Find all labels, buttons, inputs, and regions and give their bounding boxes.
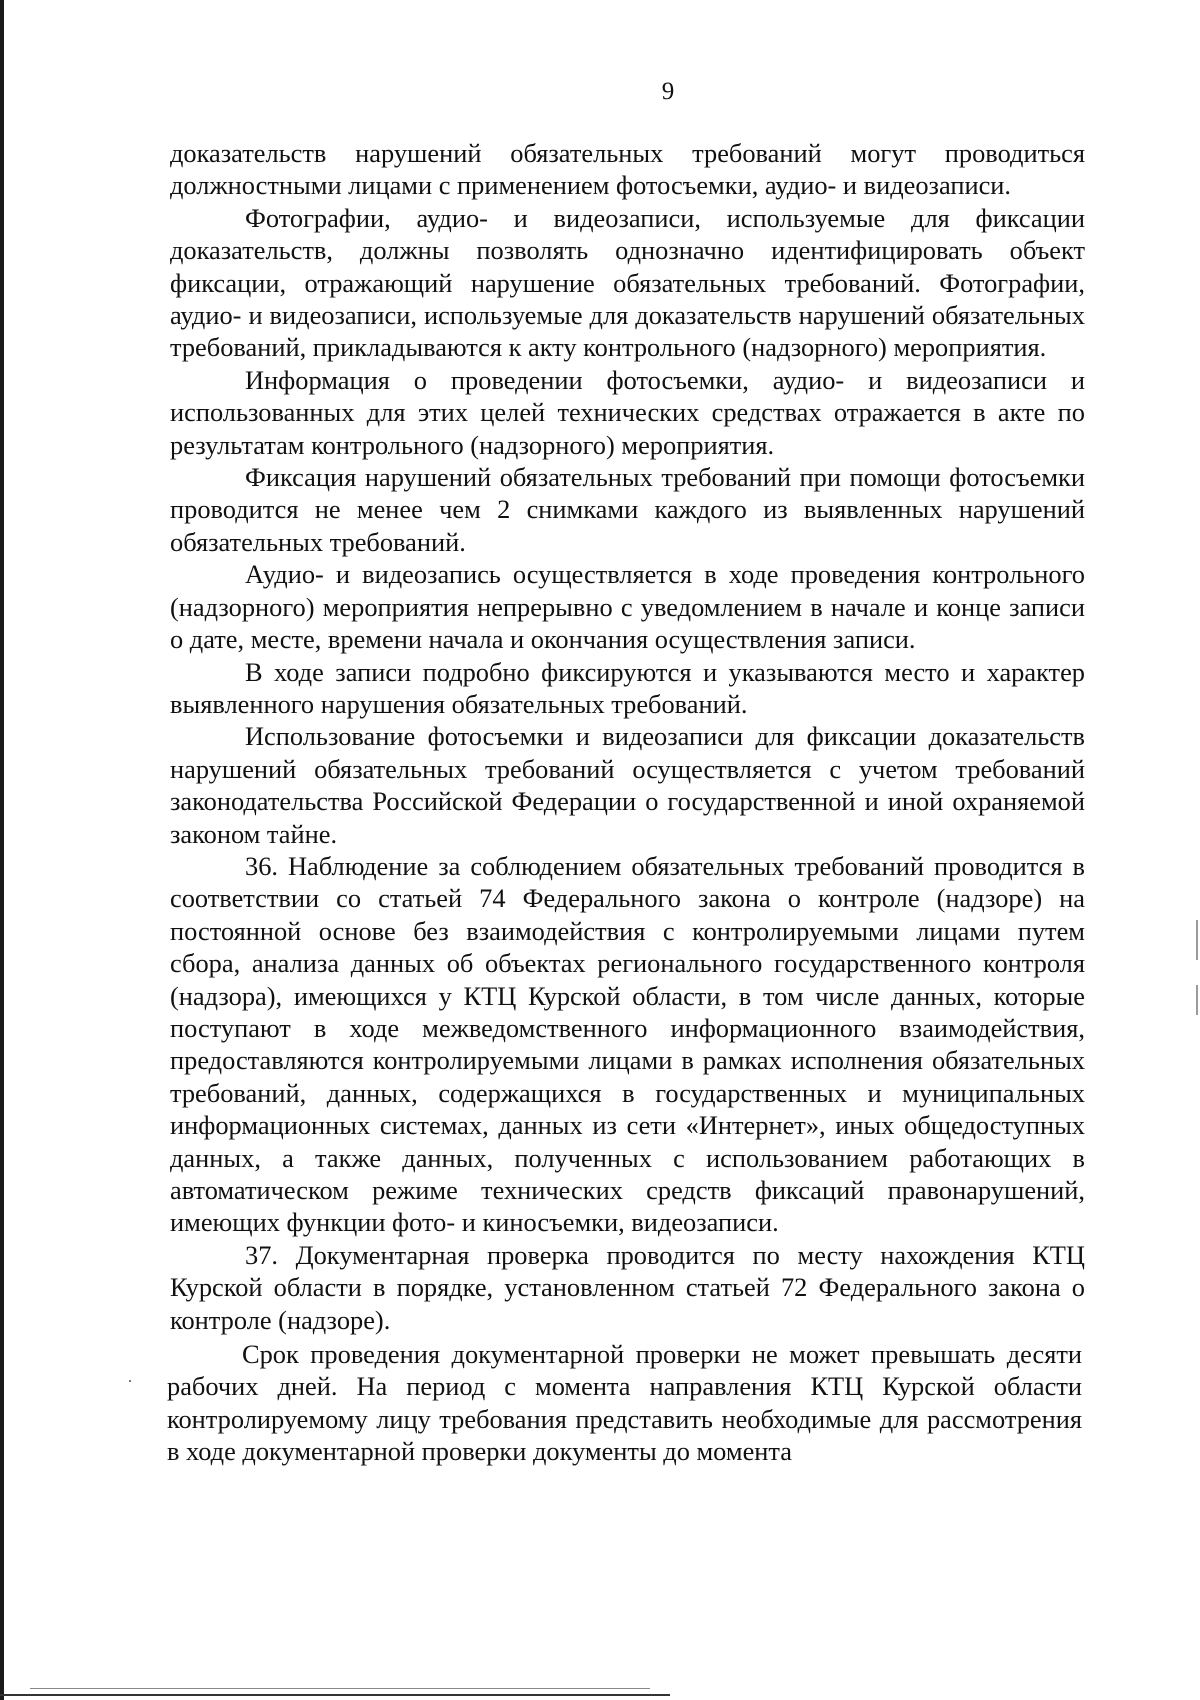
- scan-bottom-edge-shadow: [30, 1688, 650, 1689]
- paragraph: 36. Наблюдение за соблюдением обязательных требований проводится в соответствии со статьей 74 Федерального закона о контроле (надзоре) на постоянной основе без взаимодействия с контролируемыми лицами путем сбора, анализа данных об объектах регионального государственного контроля (надзора), имеющихся у КТЦ Курской области, в том числе данных, которые поступают в ходе межведомственного информационного взаимодействия, предоставляются контролируемыми лицами в рамках исполнения обязательных требований, данных, содержащихся в государственных и муниципальных информационных системах, данных из сети «Интернет», иных общедоступных данных, а также данных, полученных с использованием работающих в автоматическом режиме технических средств фиксаций правонарушений, имеющих функции фото- и киносъемки, видеозаписи.: [170, 850, 1085, 1238]
- paragraph: доказательств нарушений обязательных требований могут проводиться должностными лицами с применением фотосъемки, аудио- и видеозаписи.: [170, 138, 1085, 201]
- body-text-lower: [167, 1338, 1082, 1468]
- paragraph: В ходе записи подробно фиксируются и указываются место и характер выявленного нарушения обязательных требований.: [170, 656, 1085, 719]
- body-text-upper: [170, 137, 1085, 1336]
- scan-speck: [129, 1380, 131, 1382]
- paragraph: Информация о проведении фотосъемки, аудио- и видеозаписи и использованных для этих целей технических средствах отражается в акте по результатам контрольного (надзорного) мероприятия.: [170, 364, 1085, 460]
- paragraph: 37. Документарная проверка проводится по месту нахождения КТЦ Курской области в порядке, установленном статьей 72 Федерального закона о контроле (надзоре).: [170, 1239, 1085, 1335]
- scan-right-mark: [1196, 920, 1198, 960]
- scan-bottom-edge: [0, 1694, 670, 1696]
- paragraph: Аудио- и видеозапись осуществляется в ходе проведения контрольного (надзорного) мероприятия непрерывно с уведомлением в начале и конце записи о дате, месте, времени начала и окончания осуществления записи.: [170, 559, 1085, 655]
- paragraph: Срок проведения документарной проверки не может превышать десяти рабочих дней. На период с момента направления КТЦ Курской области контролируемому лицу требования представить необходимые для рассмотрения в ходе документарной проверки документы до момента: [167, 1339, 1082, 1467]
- scan-right-mark: [1196, 985, 1198, 1015]
- page-number: 9: [661, 78, 675, 105]
- paragraph: Фиксация нарушений обязательных требований при помощи фотосъемки проводится не менее чем 2 снимками каждого из выявленных нарушений обязательных требований.: [170, 462, 1085, 557]
- paragraph: Использование фотосъемки и видеозаписи для фиксации доказательств нарушений обязательных требований осуществляется с учетом требований законодательства Российской Федерации о государственной и иной охраняемой законом тайне.: [170, 721, 1085, 849]
- paragraph: Фотографии, аудио- и видеозаписи, используемые для фиксации доказательств, должны позволять однозначно идентифицировать объект фиксации, отражающий нарушение обязательных требований. Фотографии, аудио- и видеозаписи, используемые для доказательств нарушений обязательных требований, прикладываются к акту контрольного (надзорного) мероприятия.: [170, 202, 1085, 363]
- scan-left-edge: [0, 0, 4, 1700]
